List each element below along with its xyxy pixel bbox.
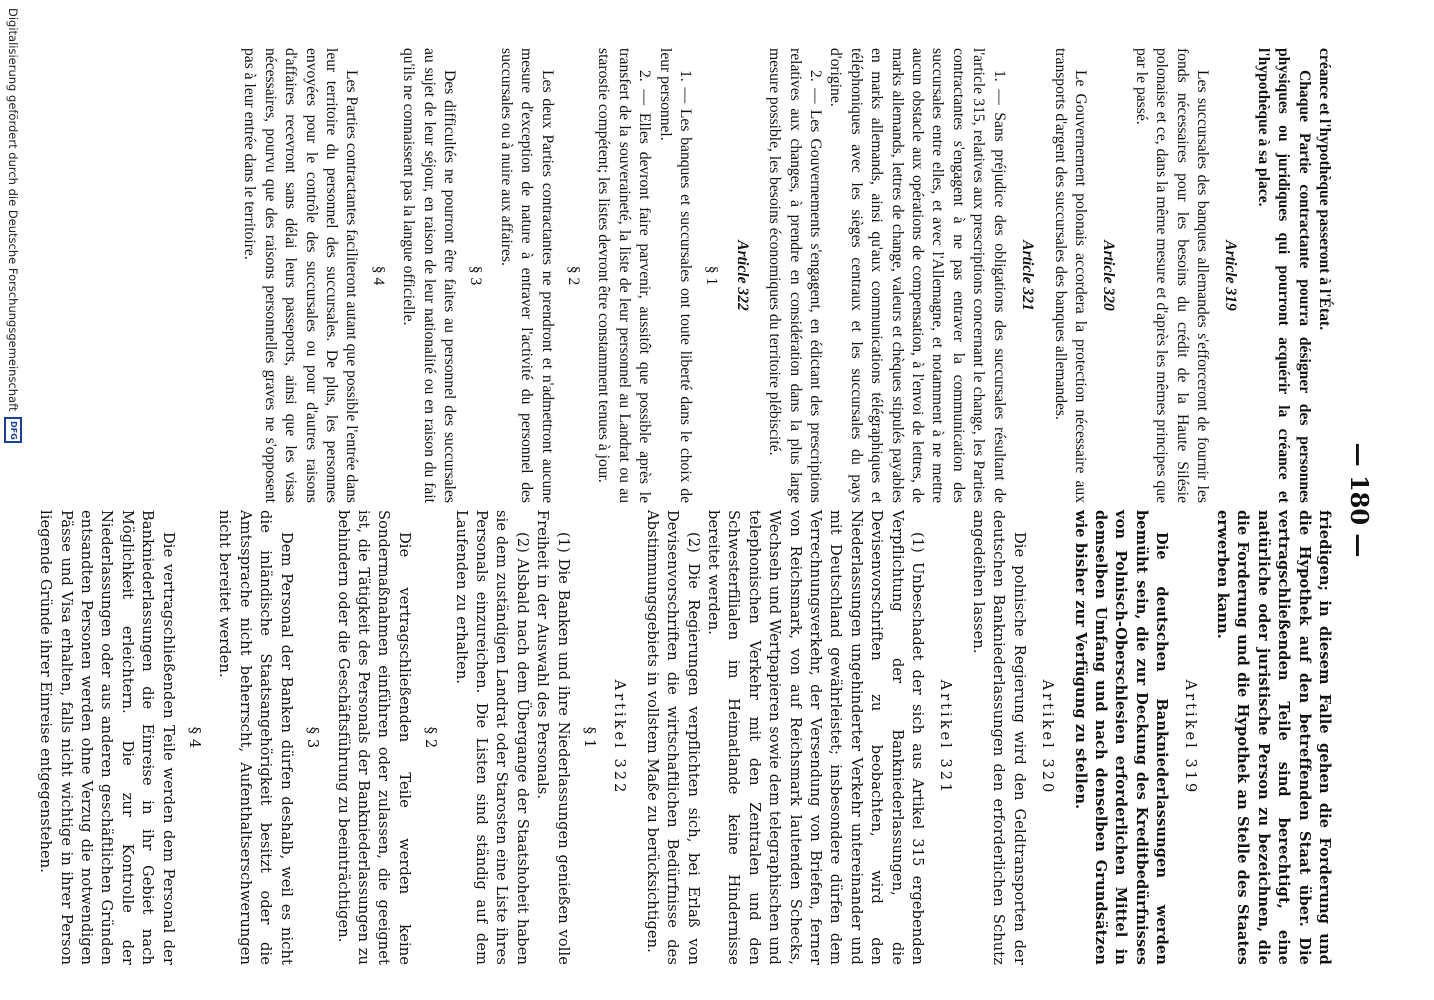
fr-section-4-text: Les Parties contractantes faciliteront autant que possible l'entrée dans leur territoire du personnel des succursales. De plus, les personnes envoyées pour le contrôle des succursales ou pour d'autres raisons d'affaires recevront sans délai leurs passeports, ainsi que les visas nécessaires, pourvu que des raisons personnelles graves ne s'opposent pas à leur entrée dans le territoire. <box>241 48 361 503</box>
de-section-4-text: Die vertragschließenden Teile werden dem Personal der Bankniederlassungen die Einreise in ihr Gebiet nach Möglichkeit erleichtern. Die zur Kontrolle der Niederlassungen oder aus anderen geschäftlichen Gründen entsandten Personen werden ohne Verzug die notwendigen Pässe und Visa erhalten, falls nicht wichtige in ihrer Person liegende Gründe ihrer Einreise entgegenstehen. <box>37 510 177 965</box>
fr-section-3-text: Des difficultés ne pourront être faites au personnel des succursales au sujet de leur séjour, en raison de leur nationalité ou en raison du fait qu'ils ne connaissent pas la langue officielle. <box>400 48 458 503</box>
fr-article-319-heading: Article 319 <box>1222 240 1240 311</box>
de-section-1-label: § 1 <box>581 726 598 749</box>
fr-article-320-heading: Article 320 <box>1100 240 1118 311</box>
de-section-1-para-2: (2) Alsbald nach dem Übergange der Staatshoheit haben sie dem zuständigen Landrat oder Starosten eine Liste ihres Personals einzureichen. Die Listen sind ständig auf dem Laufenden zu erhalten. <box>452 510 531 965</box>
german-column <box>35 510 1334 965</box>
de-section-2-text: Die vertragschließenden Teile werden keine Sondermaßnahmen einführen oder zulassen, die geeignet ist, die Tätigkeit des Personals der Bankniederlassungen zu behindern oder die Geschäftsführung zu beeinträchtigen. <box>334 510 413 965</box>
fr-intro-paragraph: Chaque Partie contractante pourra désigner des personnes physiques ou juridiques qui pourront acquérir la créance et l'hypothèque à sa place. <box>1254 48 1313 503</box>
fr-article-322-heading: Article 322 <box>733 240 751 311</box>
de-article-321-heading: Artikel 321 <box>937 679 955 796</box>
de-article-321-para-2: (2) Die Regierungen verpflichten sich, bei Erlaß von Devisenvorschriften die wirtschaftlichen Bedürfnisse des Abstimmungsgebiets in vollstem Maße zu berücksichtigen. <box>643 510 702 965</box>
fr-article-319-text: Les succursales des banques allemandes s'efforceront de fournir les fonds nécessaires pour les besoins du crédit de la Haute Silésie polonaise et ce, dans la même mesure et d'après les mêmes principes que par le passé. <box>1132 48 1211 503</box>
de-section-4-label: § 4 <box>186 726 204 749</box>
fr-section-1-para-2: 2. — Elles devront faire parvenir, aussitôt que possible après le transfert de la souveraineté, la liste de leur personnel au Landrat ou au starostie compétent; les listes devront être constamment tenues à jour. <box>595 48 654 503</box>
fr-section-2-text: Les deux Parties contractantes ne prendront et n'admettront aucune mesure d'exception de nature à entraver l'activité du personnel des succursales ou à nuire aux affaires. <box>497 48 556 503</box>
digitization-footer <box>4 8 22 988</box>
de-intro-paragraph: friedigen; in diesem Falle gehen die Forderung und die Hypothek auf den betreffenden Staat über. Die vertragschließenden Teile sind berechtigt, eine natürliche oder juristische Person zu bezeichnen, die die Forderung und die Hypothek an Stelle des Staates erwerben kann. <box>1213 510 1333 965</box>
footer-text: Digitalisierung gefördert durch die Deutsche Forschungsgemeinschaft <box>6 8 20 412</box>
page-number: — 180 — <box>1345 442 1374 558</box>
dfg-logo: DFG <box>4 417 22 443</box>
de-article-322-heading: Artikel 322 <box>611 679 629 796</box>
de-section-3-label: § 3 <box>304 726 322 749</box>
fr-section-4-label: § 4 <box>369 265 387 286</box>
fr-article-320-text: Le Gouvernement polonais accordera la protection nécessaire aux transports d'argent des succursales des banques allemandes. <box>1051 48 1089 503</box>
fr-article-321-heading: Article 321 <box>1019 240 1037 311</box>
de-article-319-heading: Artikel 319 <box>1181 679 1199 796</box>
fr-section-2-label: § 2 <box>565 265 582 286</box>
de-article-320-heading: Artikel 320 <box>1039 679 1057 796</box>
de-section-3-text: Dem Personal der Banken dürfen deshalb, weil es nicht die inländische Staatsangehörigkeit besitzt oder die Amtssprache nicht beherrscht, Aufenthaltserschwerungen nicht bereitet werden. <box>216 510 295 965</box>
fr-article-321-para-1: 1. — Sans préjudice des obligations des succursales résultant de l'article 315, relatives aux prescriptions concernant le change, les Parties contractantes s'engagent à ne pas entraver la communication des succursales entre elles, et avec l'Allemagne, et notamment à ne mettre aucun obstacle aux opérations de compensation, à l'envoi de lettres, de marks allemands, lettres de change, valeurs et chèques stipulés payables en marks allemands, ainsi qu'aux communications télégraphiques et téléphoniques avec les sièges centraux et les succursales du pays d'origine. <box>827 48 1008 503</box>
fr-article-321-para-2: 2. — Les Gouvernements s'engagent, en édictant des prescriptions relatives aux changes, à prendre en considération dans la plus large mesure possible, les besoins économiques du territoire plébiscité. <box>766 48 825 503</box>
french-column <box>239 48 1334 503</box>
fr-section-1-label: § 1 <box>703 265 721 286</box>
de-article-319-text: Die deutschen Bankniederlassungen werden bemüht sein, die zur Deckung des Kreditbedürfnisses von Polnisch-Oberschlesien erforderlichen Mittel in demselben Umfang und nach denselben Grundsätzen wie bisher zur Verfügung zu stellen. <box>1071 510 1171 965</box>
de-article-320-text: Die polnische Regierung wird den Geldtransporten der deutschen Bankniederlassungen den erforderlichen Schutz angedeihen lassen. <box>969 510 1028 965</box>
de-article-321-para-1: (1) Unbeschadet der sich aus Artikel 315 ergebenden Verpflichtung der Bankniederlassungen, die Devisenvorschriften zu beobachten, wird den Niederlassungen ungehinderter Verkehr untereinander und mit Deutschland gewährleistet; insbesondere dürfen dem Verrechnungsverkehr, der Versendung von Briefen, ferner von Reichsmark, von auf Reichsmark lautenden Schecks, Wechseln und Wertpapieren sowie dem telegraphischen und telephonischen Verkehr mit den Zentralen und den Schwesterfilialen im Heimatlande keine Hindernisse bereitet werden. <box>705 510 927 965</box>
de-section-1-para-1: (1) Die Banken und ihre Niederlassungen genießen volle Freiheit in der Auswahl des Personals. <box>534 510 572 965</box>
fr-section-3-label: § 3 <box>467 265 485 286</box>
de-section-2-label: § 2 <box>422 726 440 749</box>
fr-section-1-para-1: 1. — Les banques et succursales ont toute liberté dans le choix de leur personnel. <box>656 48 695 503</box>
fr-intro-line: créance et l'hypothèque passeront à l'État. <box>1316 48 1333 331</box>
